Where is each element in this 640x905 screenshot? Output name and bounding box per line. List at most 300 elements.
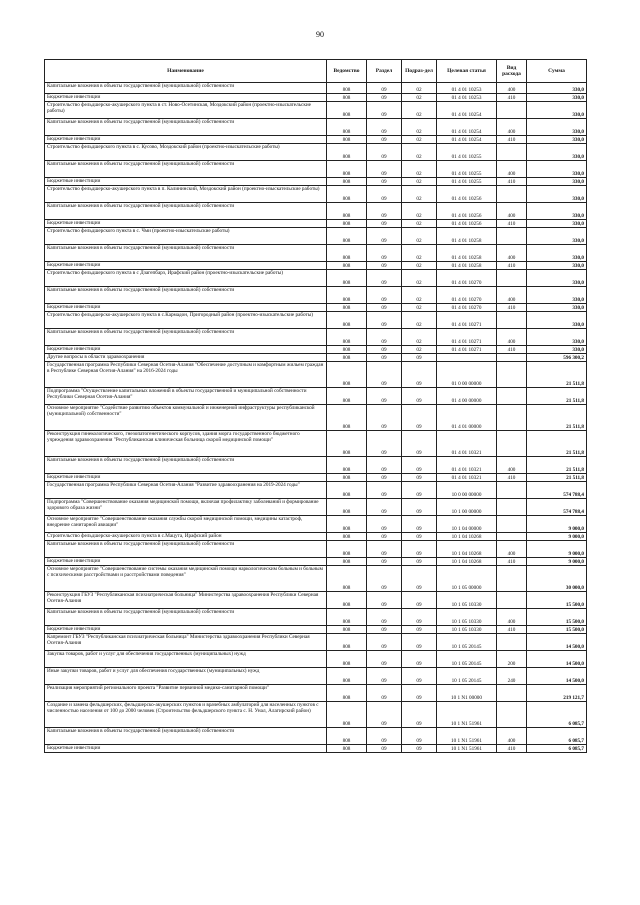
table-row (45, 354, 587, 362)
cell-sum: 330,0 (527, 178, 587, 186)
cell-typ: 410 (497, 474, 527, 482)
cell-sub: 09 (402, 541, 437, 558)
cell-art: 01 4 01 10256 (437, 220, 497, 228)
cell-sum: 21 511,8 (527, 457, 587, 474)
cell-sum: 330,0 (527, 329, 587, 346)
cell-sum: 21 511,8 (527, 474, 587, 482)
table-row (45, 119, 587, 136)
cell-art: 10 1 04 00000 (437, 516, 497, 533)
cell-typ (497, 566, 527, 592)
cell-name: Строительство фельдшерско-акушерского пункта в ст. Ново-Осетинская, Моздокский район (проектно-изыскательские работы) (45, 102, 327, 119)
cell-art: 01 4 01 00000 (437, 405, 497, 431)
cell-typ (497, 482, 527, 499)
cell-art: 01 4 00 00000 (437, 388, 497, 405)
cell-sec: 09 (367, 83, 402, 94)
cell-sub: 09 (402, 431, 437, 457)
cell-sum: 330,0 (527, 94, 587, 102)
cell-typ: 410 (497, 346, 527, 354)
cell-typ: 400 (497, 203, 527, 220)
cell-typ (497, 405, 527, 431)
cell-typ: 410 (497, 304, 527, 312)
cell-art: 01 4 01 10253 (437, 83, 497, 94)
cell-sec: 09 (367, 728, 402, 745)
header-section: Раздел (367, 60, 402, 83)
cell-typ (497, 592, 527, 609)
cell-sub: 09 (402, 558, 437, 566)
cell-name: Капитальные вложения в объекты государственной (муниципальной) собственности (45, 457, 327, 474)
cell-typ: 410 (497, 262, 527, 270)
table-body (45, 83, 587, 753)
cell-name: Бюджетные инвестиции (45, 346, 327, 354)
cell-art: 01 4 01 10254 (437, 102, 497, 119)
cell-sec: 09 (367, 541, 402, 558)
cell-sub: 09 (402, 651, 437, 668)
cell-art: 01 0 00 00000 (437, 362, 497, 388)
cell-dept: 808 (327, 262, 367, 270)
table-row (45, 474, 587, 482)
cell-name: Капитальные вложения в объекты государственной (муниципальной) собственности (45, 83, 327, 94)
cell-sec: 09 (367, 474, 402, 482)
cell-art: 01 4 01 10258 (437, 245, 497, 262)
cell-sum: 330,0 (527, 144, 587, 161)
cell-sec: 09 (367, 228, 402, 245)
cell-sum: 21 511,8 (527, 362, 587, 388)
cell-sub: 02 (402, 144, 437, 161)
cell-dept: 808 (327, 119, 367, 136)
cell-sec: 09 (367, 609, 402, 626)
cell-art: 10 1 00 00000 (437, 499, 497, 516)
cell-sub: 09 (402, 499, 437, 516)
cell-dept: 808 (327, 203, 367, 220)
cell-sum: 330,0 (527, 346, 587, 354)
cell-sum: 330,0 (527, 312, 587, 329)
cell-sum: 21 511,8 (527, 388, 587, 405)
table-row (45, 668, 587, 685)
cell-typ: 400 (497, 287, 527, 304)
cell-sub: 09 (402, 609, 437, 626)
cell-art: 10 1 05 10330 (437, 592, 497, 609)
page-number: 90 (316, 30, 324, 39)
table-row (45, 431, 587, 457)
cell-name: Строительство фельдшерско-акушерского пункта в с.Мацута, Ирафский район (45, 533, 327, 541)
cell-dept: 808 (327, 388, 367, 405)
cell-sub: 02 (402, 270, 437, 287)
cell-sum: 330,0 (527, 203, 587, 220)
cell-sum: 6 085,7 (527, 702, 587, 728)
table-row (45, 558, 587, 566)
cell-sub: 09 (402, 457, 437, 474)
table-row (45, 388, 587, 405)
cell-art: 10 1 04 10268 (437, 541, 497, 558)
cell-art: 10 1 N1 51961 (437, 745, 497, 753)
table-row (45, 634, 587, 651)
cell-sub: 09 (402, 626, 437, 634)
cell-typ: 400 (497, 541, 527, 558)
cell-sub: 09 (402, 362, 437, 388)
cell-art: 01 4 01 10255 (437, 178, 497, 186)
cell-typ (497, 354, 527, 362)
cell-typ: 400 (497, 609, 527, 626)
cell-dept: 808 (327, 474, 367, 482)
table-row (45, 685, 587, 702)
cell-sec: 09 (367, 161, 402, 178)
cell-dept: 808 (327, 144, 367, 161)
cell-art: 01 4 01 10255 (437, 161, 497, 178)
cell-sec: 09 (367, 346, 402, 354)
cell-sum: 574 788,4 (527, 499, 587, 516)
cell-name: Другие вопросы в области здравоохранения (45, 354, 327, 362)
cell-name: Реконструкция ГБУЗ "Республиканская психиатрическая больница" Министерства здравоохранения Республики Северная Осетия-Алания (45, 592, 327, 609)
cell-sum: 6 085,7 (527, 728, 587, 745)
table-row (45, 728, 587, 745)
table-row (45, 312, 587, 329)
cell-art: 01 4 01 10254 (437, 136, 497, 144)
cell-dept: 808 (327, 482, 367, 499)
cell-sec: 09 (367, 203, 402, 220)
table-row (45, 516, 587, 533)
cell-dept: 808 (327, 566, 367, 592)
cell-typ: 410 (497, 558, 527, 566)
cell-sub: 02 (402, 312, 437, 329)
cell-sum: 14 500,0 (527, 668, 587, 685)
cell-sec: 09 (367, 634, 402, 651)
cell-name: Реализация мероприятий регионального проекта "Развитие первичной медико-санитарной помощи" (45, 685, 327, 702)
header-amount: Сумма (527, 60, 587, 83)
table-row (45, 592, 587, 609)
cell-typ: 410 (497, 136, 527, 144)
cell-dept: 808 (327, 702, 367, 728)
cell-sub: 02 (402, 346, 437, 354)
cell-dept: 808 (327, 499, 367, 516)
table-row (45, 566, 587, 592)
cell-sec: 09 (367, 566, 402, 592)
cell-name: Капитальные вложения в объекты государственной (муниципальной) собственности (45, 329, 327, 346)
cell-sub: 02 (402, 304, 437, 312)
table-row (45, 405, 587, 431)
cell-sec: 09 (367, 245, 402, 262)
cell-typ (497, 144, 527, 161)
cell-art: 10 1 05 10330 (437, 609, 497, 626)
cell-sum: 330,0 (527, 262, 587, 270)
cell-dept: 808 (327, 685, 367, 702)
cell-typ: 410 (497, 220, 527, 228)
cell-sub: 09 (402, 566, 437, 592)
table-header-row (45, 60, 587, 83)
table-row (45, 220, 587, 228)
cell-art: 10 1 05 20145 (437, 634, 497, 651)
cell-dept: 808 (327, 362, 367, 388)
table-row (45, 262, 587, 270)
table-row (45, 651, 587, 668)
cell-dept: 808 (327, 136, 367, 144)
cell-sum: 330,0 (527, 287, 587, 304)
cell-sub: 02 (402, 94, 437, 102)
table-row (45, 482, 587, 499)
cell-typ: 400 (497, 161, 527, 178)
cell-sub: 02 (402, 287, 437, 304)
cell-sec: 09 (367, 431, 402, 457)
header-dept: Ведомство (327, 60, 367, 83)
cell-typ: 410 (497, 178, 527, 186)
cell-sub: 09 (402, 405, 437, 431)
cell-name: Бюджетные инвестиции (45, 745, 327, 753)
cell-name: Бюджетные инвестиции (45, 558, 327, 566)
cell-sub: 09 (402, 533, 437, 541)
cell-dept: 808 (327, 626, 367, 634)
cell-name: Капитальные вложения в объекты государственной (муниципальной) собственности (45, 541, 327, 558)
cell-name: Основное мероприятие "Содействие развитию объектов коммунальной и инженерной инфраструктуры республиканской (муниципальной) собственности" (45, 405, 327, 431)
cell-typ (497, 102, 527, 119)
cell-typ (497, 431, 527, 457)
cell-dept: 808 (327, 270, 367, 287)
cell-typ (497, 685, 527, 702)
cell-typ (497, 533, 527, 541)
cell-dept: 808 (327, 457, 367, 474)
cell-sub: 09 (402, 702, 437, 728)
cell-sec: 09 (367, 362, 402, 388)
cell-art: 01 4 01 10254 (437, 119, 497, 136)
cell-sub: 09 (402, 668, 437, 685)
cell-dept: 808 (327, 728, 367, 745)
cell-sub: 02 (402, 220, 437, 228)
table-row (45, 203, 587, 220)
cell-art: 01 4 01 10256 (437, 203, 497, 220)
cell-typ: 400 (497, 728, 527, 745)
cell-sec: 09 (367, 312, 402, 329)
cell-sec: 09 (367, 270, 402, 287)
cell-dept: 808 (327, 634, 367, 651)
table-row (45, 346, 587, 354)
cell-typ: 410 (497, 626, 527, 634)
cell-name: Создание и замена фельдшерских, фельдшерско-акушерских пунктов и врачебных амбулаторий для населенных пунктов с численностью населения от 100 до 2000 человек (Строительство фельдшерского пункта с. Н. Унал, Алагирский район) (45, 702, 327, 728)
cell-sec: 09 (367, 178, 402, 186)
cell-sec: 09 (367, 457, 402, 474)
cell-sum: 21 511,8 (527, 405, 587, 431)
cell-sub: 02 (402, 262, 437, 270)
header-article: Целевая статья (437, 60, 497, 83)
cell-sub: 09 (402, 482, 437, 499)
cell-sub: 09 (402, 516, 437, 533)
cell-sub: 02 (402, 136, 437, 144)
table-row (45, 144, 587, 161)
cell-sec: 09 (367, 685, 402, 702)
table-row (45, 304, 587, 312)
cell-name: Закупка товаров, работ и услуг для обеспечения государственных (муниципальных) нужд (45, 651, 327, 668)
cell-sec: 09 (367, 651, 402, 668)
cell-typ (497, 362, 527, 388)
cell-sec: 09 (367, 287, 402, 304)
cell-sum: 15 500,0 (527, 626, 587, 634)
cell-art: 01 4 01 10255 (437, 144, 497, 161)
cell-dept: 808 (327, 220, 367, 228)
cell-sub: 09 (402, 388, 437, 405)
cell-typ (497, 499, 527, 516)
cell-dept: 808 (327, 245, 367, 262)
cell-art: 01 4 01 10253 (437, 94, 497, 102)
cell-typ: 240 (497, 668, 527, 685)
cell-sec: 09 (367, 745, 402, 753)
cell-sum: 330,0 (527, 186, 587, 203)
cell-name: Бюджетные инвестиции (45, 262, 327, 270)
cell-typ (497, 270, 527, 287)
table-row (45, 94, 587, 102)
cell-typ: 400 (497, 457, 527, 474)
cell-typ (497, 388, 527, 405)
cell-sum: 330,0 (527, 83, 587, 94)
cell-name: Основное мероприятие "Совершенствование оказания службы скорой медицинской помощи, медицины катастроф, внедрение санитарной авиации" (45, 516, 327, 533)
cell-sum: 219 121,7 (527, 685, 587, 702)
cell-dept: 808 (327, 609, 367, 626)
cell-sec: 09 (367, 702, 402, 728)
cell-sum: 30 000,0 (527, 566, 587, 592)
cell-dept: 808 (327, 668, 367, 685)
cell-sum: 596 300,2 (527, 354, 587, 362)
cell-sub: 09 (402, 474, 437, 482)
cell-name: Капитальные вложения в объекты государственной (муниципальной) собственности (45, 609, 327, 626)
cell-dept: 808 (327, 94, 367, 102)
cell-name: Бюджетные инвестиции (45, 304, 327, 312)
cell-typ (497, 186, 527, 203)
cell-sum: 14 500,0 (527, 634, 587, 651)
cell-sum: 9 000,0 (527, 541, 587, 558)
cell-sec: 09 (367, 94, 402, 102)
cell-sum: 9 000,0 (527, 558, 587, 566)
cell-art: 01 4 01 10258 (437, 228, 497, 245)
header-name: Наименование (45, 60, 327, 83)
cell-typ: 400 (497, 245, 527, 262)
cell-name: Подпрограмма "Осуществление капитальных вложений в объекты государственной и муниципальной собственности Республики Северная Осетия-Алания" (45, 388, 327, 405)
cell-sec: 09 (367, 626, 402, 634)
cell-typ (497, 228, 527, 245)
cell-art: 10 1 05 20145 (437, 651, 497, 668)
cell-art: 01 4 01 10321 (437, 474, 497, 482)
table-row (45, 161, 587, 178)
table-row (45, 626, 587, 634)
cell-typ (497, 516, 527, 533)
cell-typ (497, 634, 527, 651)
table-row (45, 245, 587, 262)
cell-sec: 09 (367, 354, 402, 362)
table-row (45, 457, 587, 474)
cell-sub: 02 (402, 329, 437, 346)
cell-name: Капитальные вложения в объекты государственной (муниципальной) собственности (45, 203, 327, 220)
cell-art: 10 1 N1 51961 (437, 728, 497, 745)
cell-dept: 808 (327, 533, 367, 541)
cell-art: 01 4 01 10258 (437, 262, 497, 270)
cell-dept: 808 (327, 287, 367, 304)
cell-sum: 21 511,8 (527, 431, 587, 457)
cell-name: Капитальные вложения в объекты государственной (муниципальной) собственности (45, 161, 327, 178)
cell-sec: 09 (367, 533, 402, 541)
cell-dept: 808 (327, 228, 367, 245)
cell-sec: 09 (367, 144, 402, 161)
cell-dept: 808 (327, 558, 367, 566)
table-row (45, 83, 587, 94)
cell-sec: 09 (367, 136, 402, 144)
cell-dept: 808 (327, 346, 367, 354)
table-row (45, 609, 587, 626)
cell-sum: 330,0 (527, 270, 587, 287)
cell-sub: 02 (402, 228, 437, 245)
cell-sec: 09 (367, 388, 402, 405)
cell-art: 01 4 01 10271 (437, 329, 497, 346)
cell-sum: 15 500,0 (527, 609, 587, 626)
cell-name: Капитальные вложения в объекты государственной (муниципальной) собственности (45, 287, 327, 304)
cell-name: Строительство фельдшерского пункта в с. Кусово, Моздокский район (проектно-изыскательские работы) (45, 144, 327, 161)
header-exp-type: Вид расхода (497, 60, 527, 83)
cell-sub: 09 (402, 685, 437, 702)
cell-sum: 15 500,0 (527, 592, 587, 609)
table-row (45, 136, 587, 144)
cell-name: Капитальные вложения в объекты государственной (муниципальной) собственности (45, 245, 327, 262)
cell-dept: 808 (327, 405, 367, 431)
table-row (45, 541, 587, 558)
cell-name: Подпрограмма "Совершенствование оказания медицинской помощи, включая профилактику заболеваний и формирование здорового образа жизни" (45, 499, 327, 516)
cell-dept: 808 (327, 312, 367, 329)
cell-typ: 410 (497, 94, 527, 102)
cell-sec: 09 (367, 592, 402, 609)
cell-art: 01 4 01 10270 (437, 304, 497, 312)
cell-sec: 09 (367, 516, 402, 533)
cell-typ: 200 (497, 651, 527, 668)
cell-art: 10 1 05 00000 (437, 566, 497, 592)
cell-art: 01 4 01 10271 (437, 312, 497, 329)
cell-sub: 02 (402, 119, 437, 136)
table-row (45, 186, 587, 203)
cell-typ: 400 (497, 329, 527, 346)
cell-sub: 09 (402, 728, 437, 745)
cell-name: Строительство фельдшерского пункта в с. Чми (проектно-изыскательские работы) (45, 228, 327, 245)
cell-sum: 330,0 (527, 228, 587, 245)
cell-art: 10 1 04 10268 (437, 558, 497, 566)
cell-dept: 808 (327, 83, 367, 94)
cell-dept: 808 (327, 431, 367, 457)
table-row (45, 228, 587, 245)
cell-sec: 09 (367, 186, 402, 203)
cell-sum: 330,0 (527, 119, 587, 136)
cell-sec: 09 (367, 262, 402, 270)
cell-sub: 09 (402, 745, 437, 753)
table-row (45, 329, 587, 346)
cell-typ: 400 (497, 119, 527, 136)
cell-dept: 808 (327, 304, 367, 312)
cell-art: 10 1 04 10268 (437, 533, 497, 541)
cell-art: 01 4 01 10321 (437, 457, 497, 474)
cell-sec: 09 (367, 119, 402, 136)
cell-dept: 808 (327, 102, 367, 119)
cell-name: Иные закупки товаров, работ и услуг для обеспечения государственных (муниципальных) нужд (45, 668, 327, 685)
cell-sub: 02 (402, 203, 437, 220)
cell-sec: 09 (367, 668, 402, 685)
cell-typ (497, 312, 527, 329)
cell-name: Бюджетные инвестиции (45, 136, 327, 144)
cell-name: Капитальные вложения в объекты государственной (муниципальной) собственности (45, 728, 327, 745)
cell-art: 01 4 01 10270 (437, 270, 497, 287)
cell-sec: 09 (367, 220, 402, 228)
cell-name: Бюджетные инвестиции (45, 220, 327, 228)
cell-name: Бюджетные инвестиции (45, 474, 327, 482)
cell-name: Строительство фельдшерско-акушерского пункта в п. Калининский, Моздокский район (проектно-изыскательские работы) (45, 186, 327, 203)
cell-art: 10 1 N1 00000 (437, 685, 497, 702)
header-subsection: Подраз-дел (402, 60, 437, 83)
cell-dept: 808 (327, 592, 367, 609)
cell-sub: 09 (402, 592, 437, 609)
cell-art: 10 1 N1 51961 (437, 702, 497, 728)
cell-dept: 808 (327, 745, 367, 753)
cell-art (437, 354, 497, 362)
table-row (45, 102, 587, 119)
cell-typ: 400 (497, 83, 527, 94)
